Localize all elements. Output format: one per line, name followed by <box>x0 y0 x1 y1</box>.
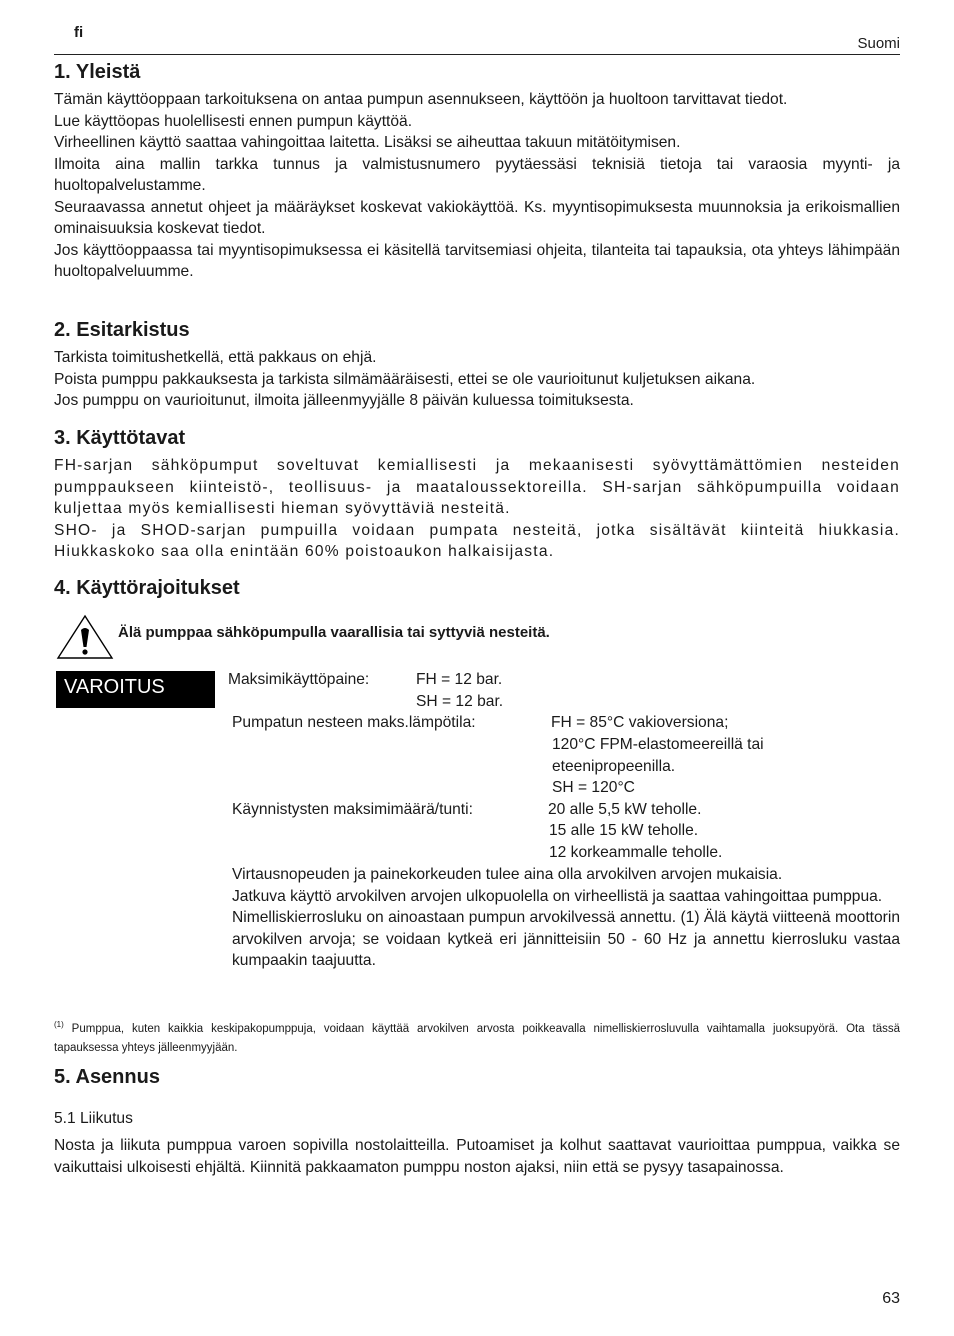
paragraph: Ilmoita aina mallin tarkka tunnus ja valmistusnumero pyytäessäsi teknisiä tietoja tai varaosia myynti- ja huoltopalvelustamme. <box>54 155 900 194</box>
paragraph: Tarkista toimitushetkellä, että pakkaus on ehjä. <box>54 349 377 366</box>
section-3-title: 3. Käyttötavat <box>54 427 186 449</box>
paragraph: Virtausnopeuden ja painekorkeuden tulee aina olla arvokilven arvojen mukaisia. <box>232 866 783 883</box>
paragraph: Jos pumppu on vaurioitunut, ilmoita jälleenmyyjälle 8 päivän kuluessa toimituksesta. <box>54 392 634 409</box>
paragraph: Jos käyttöoppaassa tai myyntisopimuksessa ei käsitellä tarvitsemiasi ohjeita, tilanteita tai tapauksia, ota yhteys lähimpään huoltopalveluumme. <box>54 241 900 280</box>
paragraph: Jatkuva käyttö arvokilven arvojen ulkopuolella on virheellistä ja saattaa vahingoittaa pumppua. <box>232 887 883 905</box>
max-starts-value: 15 alle 15 kW teholle. <box>549 822 699 839</box>
warning-triangle-icon <box>56 614 114 660</box>
max-starts-label: Käynnistysten maksimimäärä/tunti: <box>232 801 473 818</box>
footnote-text: Pumppua, kuten kaikkia keskipakopumppuja, voidaan käyttää arvokilven arvosta poikkeavalla nimelliskierrosluvulla vaihtamalla juoksupyörä. Ota tässä tapauksessa yhteys jälleenmyyjään. <box>54 1023 900 1054</box>
header-divider <box>54 54 900 55</box>
warning-text: Älä pumppaa sähköpumpulla vaarallisia tai syttyviä nesteitä. <box>118 624 550 641</box>
max-pressure-label: Maksimikäyttöpaine: <box>228 671 370 688</box>
paragraph: SHO- ja SHOD-sarjan pumpuilla voidaan pumpata nesteitä, jotka sisältävät kiinteitä hiukkasia. Hiukkaskoko saa olla enintään 60% poistoaukon halkaisijasta. <box>54 521 900 560</box>
paragraph: Virheellinen käyttö saattaa vahingoittaa laitetta. Lisäksi se aiheuttaa takuun mitätöitymisen. <box>54 134 681 151</box>
section-4-title: 4. Käyttörajoitukset <box>54 577 240 599</box>
language-name: Suomi <box>857 35 900 52</box>
max-pressure-fh: FH = 12 bar. <box>416 671 503 688</box>
paragraph: Nimelliskierrosluku on ainoastaan pumpun arvokilvessä annettu. (1) Älä käytä viitteenä moottorin arvokilven arvoja; se voidaan kytkeä eri jännitteisiin 50 - 60 Hz ja annettu kierrosluku vastaa kumpaakin taajuutta. <box>232 909 900 969</box>
section-2-title: 2. Esitarkistus <box>54 319 190 341</box>
section-2-body <box>54 347 900 412</box>
max-starts-value: 20 alle 5,5 kW teholle. <box>548 801 702 818</box>
footnote-marker: (1) <box>54 1020 64 1029</box>
max-temp-value: FH = 85°C vakioversiona; <box>551 714 729 731</box>
subsection-title: 5.1 Liikutus <box>54 1110 133 1127</box>
footnote <box>54 1015 900 1058</box>
language-code: fi <box>74 24 84 41</box>
paragraph: FH-sarjan sähköpumput soveltuvat kemiallisesti ja mekaanisesti syövyttämättömien nesteiden pumppaukseen kiinteistö-, teollisuus- ja maataloussektoreilla. SH-sarjan sähköpumpuilla voidaan kuljettaa myös kemiallisesti hieman syövyttäviä nesteitä. <box>54 457 900 517</box>
max-pressure-sh: SH = 12 bar. <box>416 693 504 710</box>
max-temp-value: eteenipropeenilla. <box>552 758 676 775</box>
section-3-body <box>54 455 900 563</box>
max-temp-value: SH = 120°C <box>552 779 635 796</box>
max-starts-value: 12 korkeammalle teholle. <box>549 844 723 861</box>
page-number: 63 <box>882 1290 900 1307</box>
max-temp-label: Pumpatun nesteen maks.lämpötila: <box>232 714 476 731</box>
section-5-title: 5. Asennus <box>54 1066 160 1088</box>
varoitus-badge: VAROITUS <box>56 671 215 708</box>
section-5-body: Nosta ja liikuta pumppua varoen sopivilla nostolaitteilla. Putoamiset ja kolhut saattavat vaurioittaa pumppua, vaikka se vaikuttaisi ulkoisesti ehjältä. Kiinnitä pakkaamaton pumppu noston ajaksi, niin että se pysyy tasapainossa. <box>54 1137 900 1176</box>
section-4-notes <box>232 864 900 972</box>
max-temp-value: 120°C FPM-elastomeereillä tai <box>552 736 764 753</box>
section-1-body <box>54 89 900 283</box>
paragraph: Lue käyttöopas huolellisesti ennen pumpun käyttöä. <box>54 112 413 130</box>
paragraph: Tämän käyttöoppaan tarkoituksena on antaa pumpun asennukseen, käyttöön ja huoltoon tarvittavat tiedot. <box>54 91 788 108</box>
section-1-title: 1. Yleistä <box>54 61 141 83</box>
paragraph: Seuraavassa annetut ohjeet ja määräykset koskevat vakiokäyttöä. Ks. myyntisopimuksesta muunnoksia ja erikoismallien ominaisuuksia koskevat tiedot. <box>54 198 900 237</box>
paragraph: Poista pumppu pakkauksesta ja tarkista silmämääräisesti, ettei se ole vaurioitunut kuljetuksen aikana. <box>54 370 756 388</box>
